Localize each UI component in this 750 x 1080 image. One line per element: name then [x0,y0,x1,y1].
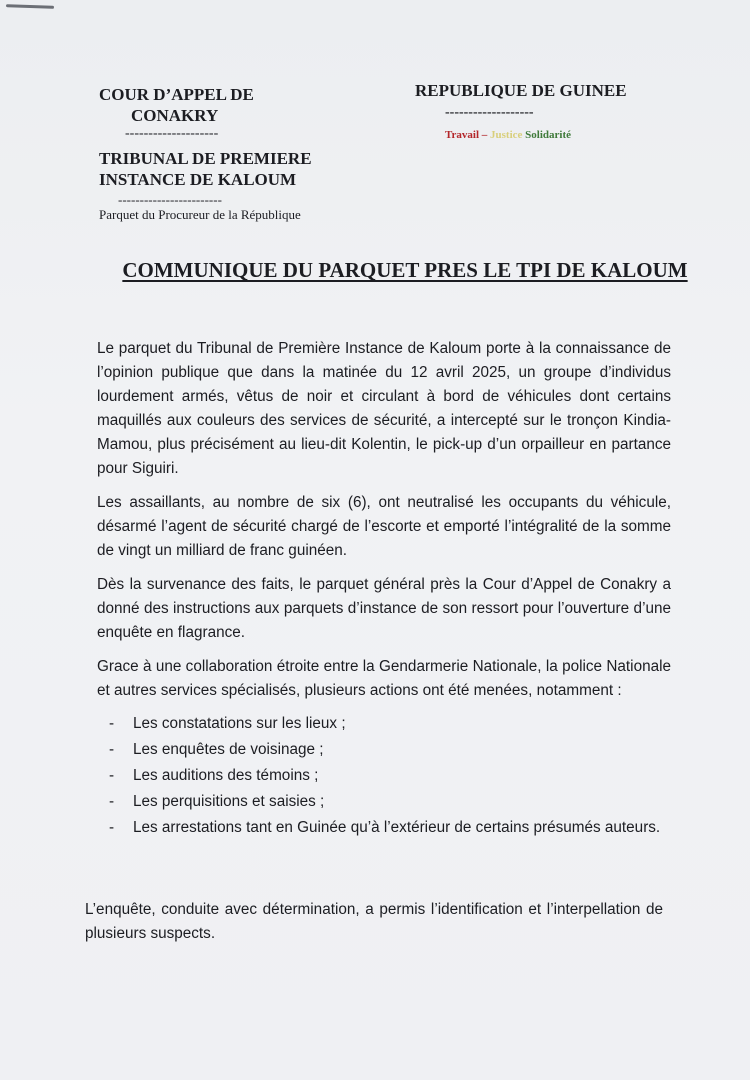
bullet: - [109,741,115,758]
list-item: - Les arrestations tant en Guinée qu’à l’extérieur de certains présumés auteurs. [97,816,671,840]
court-line-1: COUR D’APPEL DE [99,85,254,104]
conclusion-paragraph: L’enquête, conduite avec détermination, a permis l’identification et l’interpellation de plusieurs suspects. [85,901,663,942]
motto-solidarity: Solidarité [525,129,571,141]
paragraph: Les assaillants, au nombre de six (6), ont neutralisé les occupants du véhicule, désarmé l’agent de sécurité chargé de l’escorte et emporté l’intégralité de la somme de vingt un milliard de franc guinéen. [97,494,671,559]
separator: ------------------- [445,105,534,120]
paragraph: Le parquet du Tribunal de Première Instance de Kaloum porte à la connaissance de l’opinion publique que dans la matinée du 12 avril 2025, un groupe d’individus lourdement armés, vêtus de noir et circulant à bord de véhicules dont certains maquillés aux couleurs des services de sécurité, a intercepté sur le tronçon Kindia-Mamou, plus précisément au lieu-dit Kolentin, le pick-up d’un orpailleur en partance pour Siguiri. [97,340,671,477]
bullet: - [109,767,115,784]
list-item: - Les auditions des témoins ; [97,764,671,788]
bullet: - [109,819,115,836]
court-name [99,84,359,126]
paragraph: Grace à une collaboration étroite entre la Gendarmerie Nationale, la police Nationale et autres services spécialisés, plusieurs actions ont été menées, notamment : [97,658,671,699]
motto-justice: Justice [490,129,523,141]
list-item: - Les constatations sur les lieux ; [97,712,671,736]
document-body [97,337,671,850]
separator: -------------------- [125,126,219,141]
list-item: - Les enquêtes de voisinage ; [97,738,671,762]
tribunal-line-2: INSTANCE DE KALOUM [99,170,297,189]
national-motto [445,129,571,141]
office-name: Parquet du Procureur de la République [99,207,301,222]
separator: ------------------------ [118,192,222,207]
list-item: - Les perquisitions et saisies ; [97,790,671,814]
bullet: - [109,715,115,732]
actions-list [97,712,671,840]
bullet: - [109,793,115,810]
court-line-2: CONAKRY [131,106,219,125]
paragraph: Dès la survenance des faits, le parquet général près la Cour d’Appel de Conakry a donné des instructions aux parquets d’instance de son ressort pour l’ouverture d’une enquête en flagrance. [97,576,671,641]
tribunal-line-1: TRIBUNAL DE PREMIERE [99,149,312,168]
country-name: REPUBLIQUE DE GUINEE [415,81,627,100]
tribunal-name [99,148,359,190]
document-title: COMMUNIQUE DU PARQUET PRES LE TPI DE KALOUM [122,258,688,282]
pen-mark [6,4,54,9]
motto-work: Travail – [445,129,488,141]
